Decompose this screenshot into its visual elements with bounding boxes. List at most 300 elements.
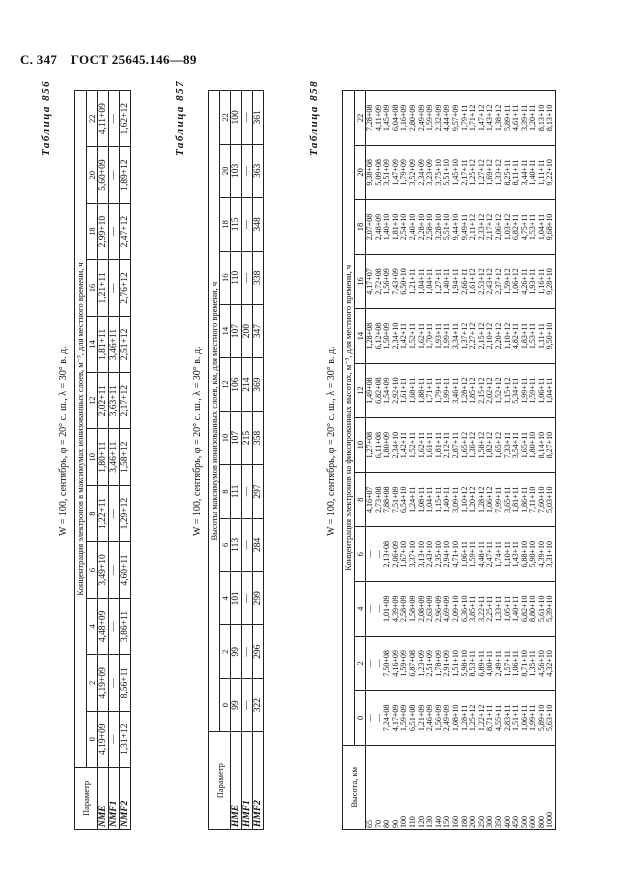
table-cell: 2,20+12	[493, 322, 503, 350]
table-cell: 2,02+12	[485, 377, 495, 404]
table-cell: 1,51+10	[450, 650, 460, 677]
table-cell: 1,99+11	[528, 704, 538, 731]
table-858-subtitle: W = 100, сентябрь, φ = 20° с. ш., λ = 30° в. д.	[326, 346, 337, 536]
table-row	[253, 91, 264, 830]
hour-header: 20	[220, 144, 231, 197]
table-cell: 2,49+09	[416, 104, 426, 132]
table-cell: 1,47+09	[390, 159, 400, 186]
hour-header: 8	[87, 485, 98, 541]
table-cell: 5,63+10	[545, 704, 555, 732]
hour-header: 12	[87, 373, 98, 429]
table-cell: —	[373, 659, 383, 668]
table-cell: —	[109, 655, 120, 711]
rotated-tables	[36, 66, 626, 836]
table-row	[231, 91, 242, 830]
hour-header: 18	[220, 198, 231, 251]
table-cell: 4,16+07	[365, 486, 374, 513]
table-cell: —	[109, 542, 120, 598]
table-cell: —	[365, 713, 374, 722]
table-cell: 3,54+11	[511, 432, 521, 459]
table-cell: 1,36+12	[468, 431, 478, 459]
table-cell: 214	[242, 358, 253, 411]
table-cell: 4,75+11	[519, 213, 529, 241]
table-cell: 107	[231, 411, 242, 464]
table-cell: 2,58+09	[399, 595, 409, 623]
hour-header: 0	[87, 711, 98, 767]
table-cell: 1,40+11	[511, 595, 521, 622]
table-cell: 3,44+11	[519, 159, 529, 186]
table-cell: 1,81+10	[390, 213, 400, 241]
hour-header: 4	[220, 572, 231, 625]
table-cell: 99	[231, 678, 242, 731]
table-cell: 2,10+12	[485, 322, 495, 350]
table-cell: 4,60+11	[120, 542, 131, 598]
table-cell: 6,54+10	[399, 486, 409, 513]
table-cell: 5,98+10	[459, 650, 469, 677]
hour-header: 22	[87, 91, 98, 147]
height-value: 180	[459, 816, 469, 828]
height-value: 1000	[545, 812, 555, 828]
table-cell: 2,49+11	[493, 650, 503, 677]
table-cell: 3,23+09	[425, 159, 435, 186]
table-cell: 3,46+11	[109, 316, 120, 372]
table-857	[208, 90, 264, 830]
table-cell: 3,39+11	[519, 104, 529, 131]
table-cell: 1,20+12	[468, 486, 478, 513]
table-cell: 2,40+10	[407, 213, 417, 241]
hour-header: 12	[220, 358, 231, 411]
hour-header: 14	[87, 316, 98, 372]
table-cell: 4,19+09	[98, 655, 109, 711]
table-cell: 1,21+11	[98, 260, 109, 316]
value-column	[366, 691, 556, 746]
table-cell: 1,58+09	[407, 595, 417, 623]
table-cell: 1,04+11	[416, 268, 426, 295]
table-cell: 3,28+10	[433, 213, 443, 241]
table-cell: 347	[253, 304, 264, 357]
table-cell: —	[373, 604, 383, 613]
value-column	[366, 309, 556, 364]
table-cell: 2,09+10	[450, 595, 460, 623]
table-cell: 1,50+09	[382, 322, 392, 350]
table-cell: 2,34+10	[390, 322, 400, 350]
table-cell: 4,32+10	[545, 650, 555, 677]
table-cell: 1,25+12	[468, 704, 478, 732]
table-856-subtitle: W = 100, сентябрь, φ = 20° с. ш., λ = 30° в. д.	[58, 346, 69, 536]
height-value: 600	[528, 816, 538, 828]
table-cell: 4,39+10	[536, 540, 546, 568]
table-cell: 4,17+09	[390, 704, 400, 732]
height-value: 65	[365, 820, 374, 828]
table-cell: 1,37+12	[459, 322, 469, 350]
table-cell: 8,11+11	[511, 159, 521, 186]
table-cell: —	[242, 465, 253, 518]
table-cell: 3,51+09	[382, 159, 392, 186]
height-value: 450	[511, 816, 521, 828]
table-cell: 1,06+12	[485, 486, 495, 513]
table-cell: 2,13+08	[382, 540, 392, 568]
table-cell: 9,68+10	[545, 213, 555, 241]
hour-header: 16	[355, 254, 366, 309]
table-cell: 1,40+11	[442, 486, 452, 513]
value-column	[366, 472, 556, 527]
table-cell: 1,52+11	[407, 432, 417, 459]
table-cell: 3,75+10	[433, 159, 443, 186]
table-cell: 1,52+12	[493, 377, 503, 404]
table-cell: 1,69+12	[485, 159, 495, 186]
table-cell: 3,34+11	[450, 322, 460, 350]
table-cell: 1,27+12	[476, 159, 486, 186]
table-cell: 2,48+09	[373, 213, 383, 241]
table-cell: 4,19+09	[98, 711, 109, 767]
table-cell: 113	[231, 518, 242, 571]
table-cell: —	[109, 485, 120, 541]
table-cell: 1,28+12	[459, 377, 469, 404]
table-cell: 8,25+11	[502, 159, 512, 186]
hour-header: 18	[87, 203, 98, 259]
table-cell: 8,71+10	[519, 650, 529, 677]
hour-header: 6	[220, 518, 231, 571]
table-cell: 4,61+11	[511, 104, 521, 131]
table-cell: —	[373, 550, 383, 559]
value-column	[366, 91, 556, 146]
table-cell: 2,11+12	[468, 213, 478, 241]
table-cell: 3,22+11	[476, 595, 486, 622]
hour-header: 14	[220, 304, 231, 357]
table-cell: 1,03+12	[502, 213, 512, 241]
table-cell: 1,43+11	[511, 541, 521, 568]
table-cell: 296	[253, 625, 264, 678]
table-cell: 4,56+10	[536, 650, 546, 677]
table-cell: 1,54+09	[382, 377, 392, 404]
table-cell: 5,39+10	[545, 595, 555, 623]
table-cell: 4,00+11	[485, 650, 495, 677]
table-cell: 8,27+10	[545, 431, 555, 459]
table-cell: 103	[231, 144, 242, 197]
table-cell: 3,86+11	[120, 598, 131, 654]
table-cell: 2,34+09	[416, 159, 426, 186]
table-cell: 2,72+08	[373, 268, 383, 295]
table-cell: 4,71+10	[450, 540, 460, 568]
table-cell: 1,59+09	[399, 650, 409, 677]
value-column	[366, 363, 556, 418]
table-cell: —	[109, 598, 120, 654]
table-cell: 1,47+12	[476, 104, 486, 132]
table-cell: 1,06+12	[511, 268, 521, 295]
table-cell: 2,07+08	[365, 213, 374, 241]
hour-header: 2	[355, 636, 366, 691]
table-cell: 8,13+10	[545, 104, 555, 132]
hour-header: 0	[220, 678, 231, 731]
table-cell: 6,36+10	[459, 595, 469, 623]
table-cell: —	[373, 713, 383, 722]
table-cell: 2,46+09	[425, 704, 435, 732]
table-cell: 6,88+10	[519, 540, 529, 568]
table-cell: 110	[231, 251, 242, 304]
table-cell: 1,58+12	[120, 429, 131, 485]
table-cell: 6,50+10	[399, 268, 409, 295]
table-cell: 1,79+11	[433, 377, 443, 404]
table-cell: 1,45+09	[382, 104, 392, 132]
table-cell: 2,34+10	[390, 431, 400, 459]
table-cell: 5,90+10	[528, 540, 538, 568]
table-cell: 7,33+11	[502, 432, 512, 459]
table-cell: 100	[231, 91, 242, 145]
table-cell: 1,38+12	[493, 104, 503, 132]
table-cell: 2,96+09	[433, 595, 443, 623]
table-858	[342, 90, 556, 830]
height-value: 90	[390, 820, 400, 828]
table-cell: 1,59+12	[502, 268, 512, 295]
height-value: 70	[373, 820, 383, 828]
table-cell: 6,82+11	[511, 213, 521, 241]
height-value: 100	[399, 816, 409, 828]
table-row	[109, 91, 120, 830]
table-cell: —	[242, 91, 253, 145]
table-cell: 1,88+11	[416, 377, 426, 404]
table-cell: 9,57+09	[450, 104, 460, 132]
table-cell: 5,60+09	[98, 147, 109, 203]
table-cell: 3,85+11	[468, 595, 478, 622]
height-value: 160	[450, 816, 460, 828]
table-cell: 2,17+11	[459, 159, 469, 186]
table-cell: 111	[231, 465, 242, 518]
table-856	[74, 90, 131, 830]
hour-header: 20	[355, 145, 366, 200]
table-cell: 6,87+08	[407, 650, 417, 677]
table-cell: 7,88+08	[382, 486, 392, 513]
table-cell: 2,06+09	[390, 540, 400, 568]
hour-header: 6	[355, 527, 366, 582]
table-cell: 6,82+10	[519, 595, 529, 623]
table-cell: 1,89+12	[120, 147, 131, 203]
table-cell: 6,82+08	[373, 377, 383, 404]
table-cell: 1,35+11	[528, 650, 538, 677]
table-857-subtitle: W = 100, сентябрь, φ = 20° с. ш., λ = 30° в. д.	[192, 346, 203, 536]
table-cell: 2,15+12	[476, 322, 486, 350]
table-cell: 101	[231, 572, 242, 625]
table-cell: —	[242, 572, 253, 625]
hour-header: 6	[87, 542, 98, 598]
table-cell: —	[109, 260, 120, 316]
table-cell: 5,09+08	[373, 159, 383, 186]
table-cell: 7,28+08	[365, 104, 374, 132]
table-cell: —	[242, 198, 253, 251]
table-cell: 5,89+10	[536, 704, 546, 732]
table-cell: 2,43+10	[425, 540, 435, 568]
height-value: 150	[442, 816, 452, 828]
height-value: 250	[476, 816, 486, 828]
table-cell: 7,11+10	[528, 486, 538, 513]
table-row	[120, 91, 131, 830]
table-cell: —	[365, 659, 374, 668]
table-cell: 1,40+11	[442, 268, 452, 295]
table-cell: 2,32+09	[433, 104, 443, 132]
table-cell: 2,94+10	[442, 540, 452, 568]
table-cell: 8,53+11	[468, 650, 478, 677]
table-cell: 1,08+11	[416, 486, 426, 513]
table-cell: 1,31+12	[120, 711, 131, 767]
table-row	[366, 91, 556, 830]
table-cell: 3,09+11	[450, 486, 460, 513]
table-cell: 1,28+12	[476, 486, 486, 513]
table-cell: 1,43+12	[485, 104, 495, 132]
table-cell: —	[109, 203, 120, 259]
table-cell: 1,59+11	[468, 541, 478, 568]
table-857-caption: Таблица 857	[174, 79, 186, 156]
table-cell: 1,62+12	[120, 91, 131, 147]
table-cell: 5,89+11	[502, 104, 512, 131]
table-cell: 4,17+07	[365, 268, 374, 295]
table-cell: 2,35+10	[433, 540, 443, 568]
value-column	[366, 636, 556, 691]
table-cell: 1,10+12	[459, 486, 469, 513]
table-cell: 6,51+08	[407, 704, 417, 732]
table-cell: 5,51+10	[442, 159, 452, 186]
table-cell: 1,05+11	[502, 595, 512, 622]
table-cell: 200	[242, 304, 253, 357]
table-cell: 2,51+12	[120, 316, 131, 372]
table-cell: 9,50+10	[545, 322, 555, 350]
table-cell: 2,47+12	[120, 203, 131, 259]
table-cell: 3,63+11	[109, 373, 120, 429]
hour-header: 8	[355, 472, 366, 527]
table-cell: 1,04+11	[425, 486, 435, 513]
table-cell: 1,28+11	[459, 704, 469, 731]
param-name: HME	[231, 732, 242, 830]
table-cell: 4,69+09	[442, 595, 452, 623]
height-value: 200	[468, 816, 478, 828]
table-cell: 2,06+12	[493, 213, 503, 241]
table-cell: 1,42+11	[399, 322, 409, 350]
table-cell: 4,44+09	[442, 104, 452, 132]
table-cell: 1,21+11	[407, 268, 417, 295]
table-cell: 2,08+09	[416, 595, 426, 623]
table-cell: 1,58+12	[476, 431, 486, 459]
table-cell: 1,79+11	[459, 104, 469, 131]
table-cell: 1,81+11	[433, 432, 443, 459]
table-cell: 2,80+09	[407, 104, 417, 132]
param-header: Параметр	[209, 732, 231, 830]
height-value: 120	[416, 816, 426, 828]
table-cell: 4,11+09	[373, 104, 383, 131]
table-cell: 6,89+11	[476, 650, 486, 677]
table-cell: 3,49+10	[98, 542, 109, 598]
table-cell: 6,11+08	[373, 432, 383, 459]
table-cell: 358	[253, 411, 264, 464]
table-cell: 1,93+11	[528, 268, 538, 295]
table-cell: 284	[253, 518, 264, 571]
table-cell: 1,28+08	[365, 322, 374, 350]
table-858-caption: Таблица 858	[308, 79, 320, 156]
table-cell: 7,24+08	[382, 704, 392, 732]
table-cell: 3,37+10	[407, 540, 417, 568]
table-cell: —	[242, 518, 253, 571]
hour-header: 22	[355, 91, 366, 146]
table-cell: 1,61+11	[399, 377, 409, 404]
table-cell: 363	[253, 144, 264, 197]
height-value: 350	[493, 816, 503, 828]
hour-header: 12	[355, 363, 366, 418]
table-cell: 2,63+09	[425, 595, 435, 623]
table-cell: 1,80+09	[382, 431, 392, 459]
table-cell: 3,31+10	[545, 540, 555, 568]
table-cell: 1,16+09	[399, 104, 409, 132]
hour-header: 20	[87, 147, 98, 203]
value-column	[366, 527, 556, 582]
value-column	[366, 200, 556, 255]
table-cell: 1,06+11	[519, 704, 529, 731]
table-cell: 2,25+11	[485, 595, 495, 622]
param-name: NMF2	[120, 767, 131, 829]
table-cell: 2,99+10	[98, 203, 109, 259]
table-cell: 1,65+12	[493, 431, 503, 459]
table-cell: 1,40+11	[528, 159, 538, 186]
table-cell: 4,48+09	[98, 598, 109, 654]
table-cell: 2,47+11	[485, 541, 495, 568]
table-cell: 1,08+10	[450, 704, 460, 732]
table-cell: 4,39+09	[390, 595, 400, 623]
table-cell: 106	[231, 358, 242, 411]
table-cell: 2,83+11	[502, 704, 512, 731]
table-row	[242, 91, 253, 830]
table-cell: 2,54+10	[399, 213, 409, 241]
table-cell: 1,93+11	[433, 322, 443, 350]
table-cell: 1,33+11	[493, 595, 503, 622]
table-cell: 1,20+11	[528, 104, 538, 131]
table-cell: 2,73+08	[373, 486, 383, 513]
height-value: 140	[433, 816, 443, 828]
table-cell: 9,22+10	[545, 159, 555, 186]
table-cell: 1,62+11	[416, 322, 426, 350]
group-header: Концентрация электронов на фиксированных высотах, м⁻³, для местного времени, ч	[343, 91, 355, 746]
table-cell: 1,27+08	[365, 431, 374, 459]
value-column	[366, 254, 556, 309]
table-cell: 1,62+11	[416, 432, 426, 459]
table-cell: 7,51+09	[390, 486, 400, 513]
table-cell: 1,71+11	[425, 377, 435, 404]
table-cell: 4,55+11	[493, 704, 503, 731]
table-cell: 338	[253, 251, 264, 304]
table-cell: 1,40+10	[382, 213, 392, 241]
height-value: 300	[485, 816, 495, 828]
table-cell: 5,03+10	[545, 486, 555, 513]
table-cell: 1,29+12	[120, 485, 131, 541]
hour-header: 10	[87, 429, 98, 485]
table-cell: 1,59+11	[528, 377, 538, 404]
hour-header: 14	[355, 309, 366, 364]
value-column	[366, 145, 556, 200]
height-value: 800	[536, 816, 546, 828]
table-cell: 2,17+12	[120, 373, 131, 429]
table-cell: 2,15+12	[476, 377, 486, 404]
table-cell: 2,27+12	[468, 322, 478, 350]
table-cell: 7,50+08	[382, 650, 392, 677]
table-cell: 1,42+11	[399, 432, 409, 459]
table-cell: 1,25+12	[468, 159, 478, 186]
table-cell: 1,65+11	[519, 432, 529, 459]
hour-header: 10	[220, 411, 231, 464]
table-cell: 1,53+11	[528, 213, 538, 241]
height-value: 110	[407, 816, 417, 828]
table-cell: 1,52+11	[407, 322, 417, 350]
group-header: Высоты максимумов ионизованных слоев, км, для местного времени, ч	[209, 91, 220, 732]
table-cell: 1,78+09	[433, 650, 443, 677]
table-cell: 8,71+11	[485, 704, 495, 731]
table-cell: —	[242, 678, 253, 731]
table-cell: 2,49+09	[442, 704, 452, 732]
param-name: NME	[98, 767, 109, 829]
